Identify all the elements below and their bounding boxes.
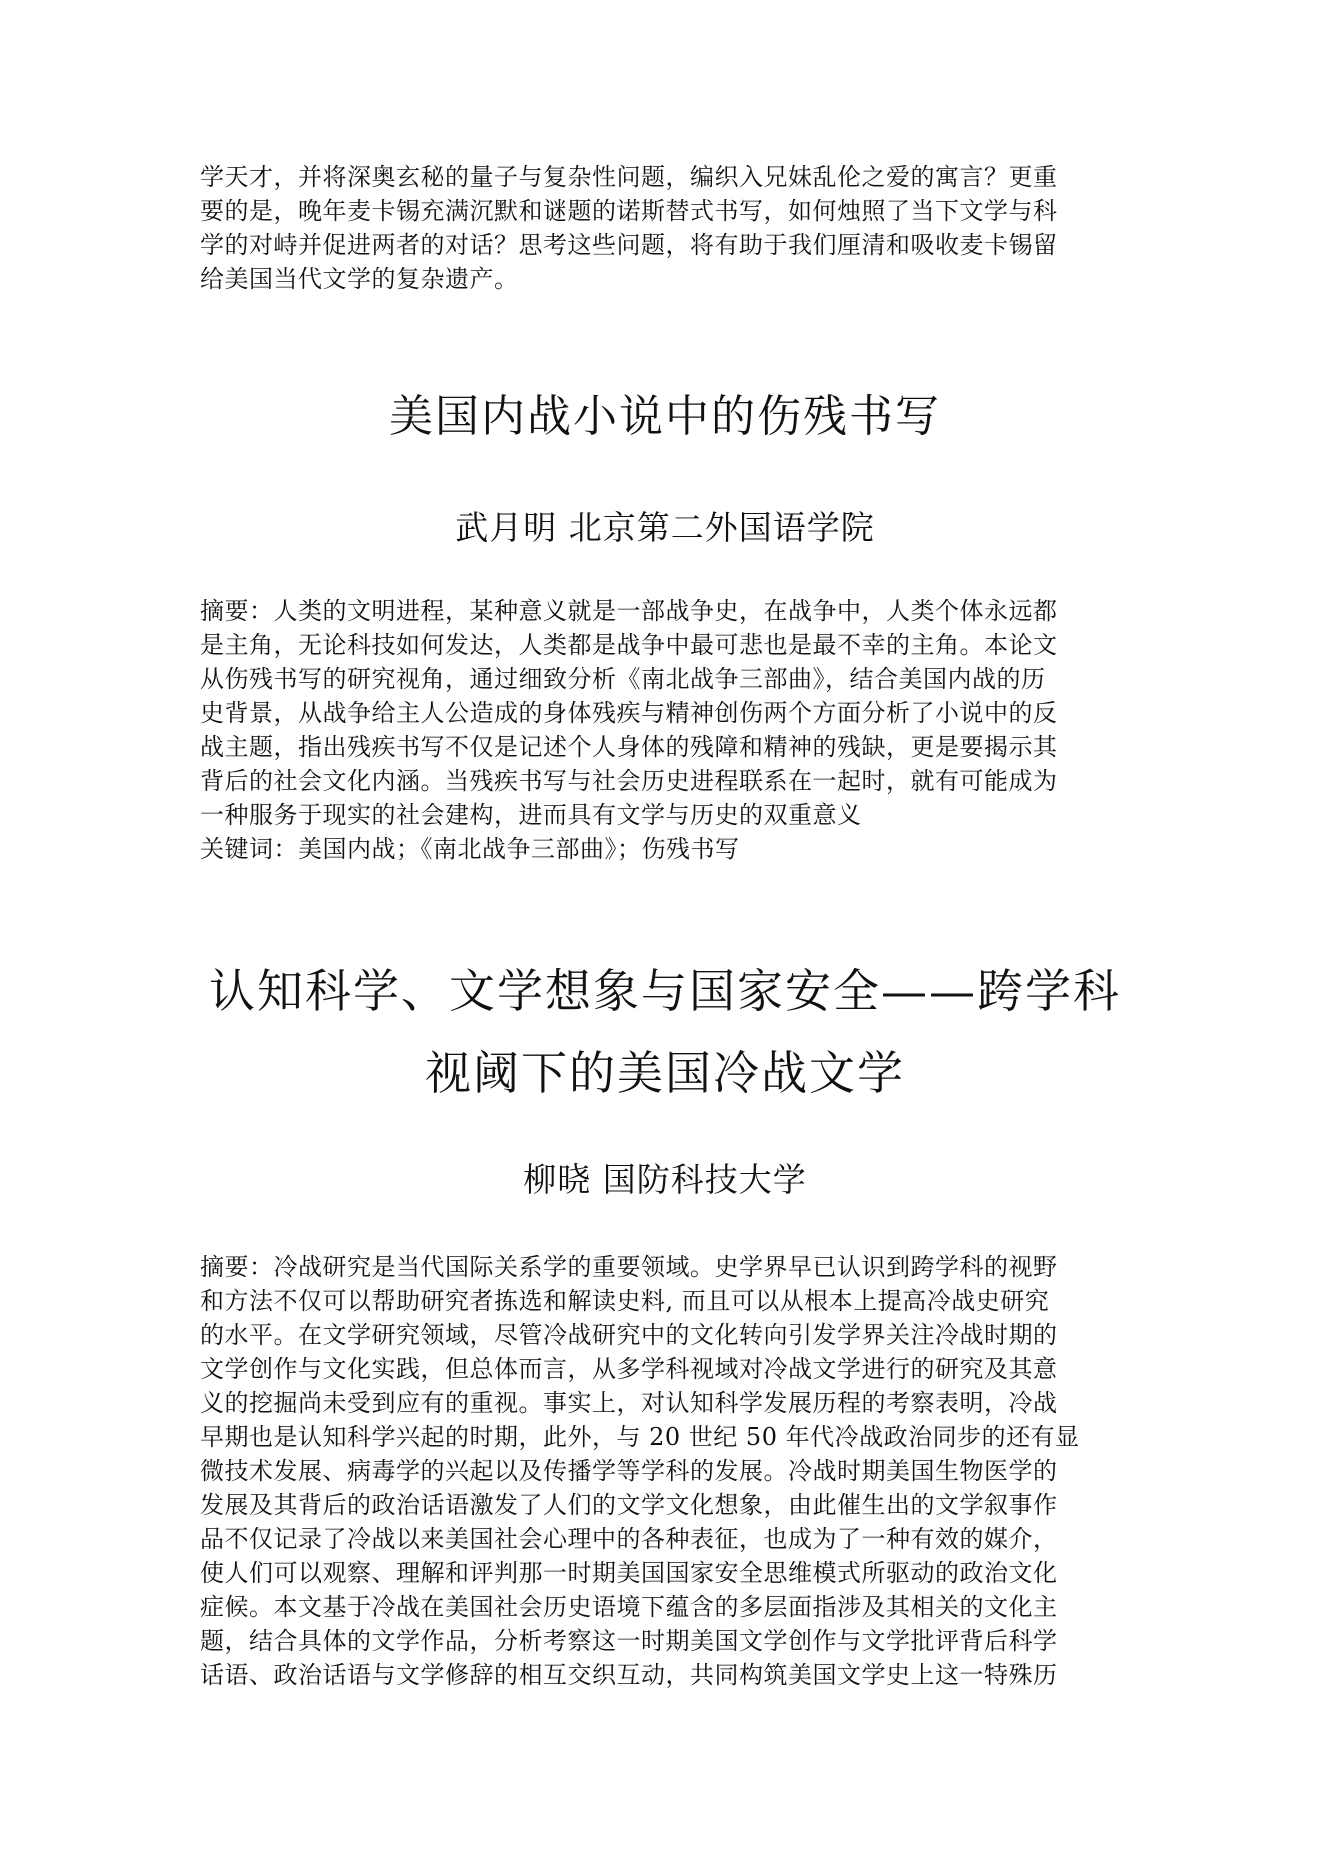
abstract-line: 一种服务于现实的社会建构，进而具有文学与历史的双重意义	[200, 801, 862, 829]
article2-abstract-text	[200, 1250, 1130, 1692]
article1-title: 美国内战小说中的伤残书写	[389, 391, 941, 442]
abstract-line: 史背景，从战争给主人公造成的身体残疾与精神创伤两个方面分析了小说中的反	[200, 699, 1058, 727]
article2-abstract	[200, 1250, 1130, 1692]
keywords-line: 关键词：美国内战；《南北战争三部曲》；伤残书写	[200, 835, 740, 863]
abstract-line: 使人们可以观察、理解和评判那一时期美国国家安全思维模式所驱动的政治文化	[200, 1559, 1058, 1587]
article2-author: 柳晓 国防科技大学	[523, 1160, 807, 1199]
intro-line: 要的是，晚年麦卡锡充满沉默和谜题的诺斯替式书写，如何烛照了当下文学与科	[200, 197, 1058, 225]
intro-line: 学天才，并将深奥玄秘的量子与复杂性问题，编织入兄妹乱伦之爱的寓言？更重	[200, 163, 1058, 191]
abstract-line: 的水平。在文学研究领域，尽管冷战研究中的文化转向引发学界关注冷战时期的	[200, 1321, 1058, 1349]
abstract-line: 摘要：人类的文明进程，某种意义就是一部战争史，在战争中，人类个体永远都	[200, 597, 1058, 625]
abstract-line: 品不仅记录了冷战以来美国社会心理中的各种表征，也成为了一种有效的媒介，	[200, 1525, 1058, 1553]
article2-title-line2: 视阈下的美国冷战文学	[425, 1046, 905, 1100]
intro-paragraph-text	[200, 160, 1130, 296]
abstract-line: 和方法不仅可以帮助研究者拣选和解读史料, 而且可以从根本上提高冷战史研究	[200, 1287, 1050, 1315]
abstract-line: 早期也是认知科学兴起的时期，此外，与 20 世纪 50 年代冷战政治同步的还有显	[200, 1423, 1080, 1451]
article2-title-line1: 认知科学、文学想象与国家安全——跨学科	[209, 964, 1121, 1018]
abstract-line: 义的挖掘尚未受到应有的重视。事实上，对认知科学发展历程的考察表明，冷战	[200, 1389, 1058, 1417]
abstract-line: 摘要：冷战研究是当代国际关系学的重要领域。史学界早已认识到跨学科的视野	[200, 1253, 1058, 1281]
intro-line: 给美国当代文学的复杂遗产。	[200, 265, 519, 293]
abstract-line: 战主题，指出残疾书写不仅是记述个人身体的残障和精神的残缺，更是要揭示其	[200, 733, 1058, 761]
abstract-line: 是主角，无论科技如何发达，人类都是战争中最可悲也是最不幸的主角。本论文	[200, 631, 1058, 659]
intro-line: 学的对峙并促进两者的对话？思考这些问题，将有助于我们厘清和吸收麦卡锡留	[200, 231, 1058, 259]
abstract-line: 题，结合具体的文学作品，分析考察这一时期美国文学创作与文学批评背后科学	[200, 1627, 1058, 1655]
intro-paragraph	[200, 160, 1130, 296]
abstract-line: 背后的社会文化内涵。当残疾书写与社会历史进程联系在一起时，就有可能成为	[200, 767, 1058, 795]
abstract-line: 文学创作与文化实践，但总体而言，从多学科视域对冷战文学进行的研究及其意	[200, 1355, 1058, 1383]
abstract-line: 从伤残书写的研究视角，通过细致分析《南北战争三部曲》，结合美国内战的历	[200, 665, 1046, 693]
article1-abstract-text	[200, 594, 1130, 866]
abstract-line: 症候。本文基于冷战在美国社会历史语境下蕴含的多层面指涉及其相关的文化主	[200, 1593, 1058, 1621]
article1-abstract	[200, 594, 1130, 866]
article1-author: 武月明 北京第二外国语学院	[455, 508, 875, 547]
abstract-line: 话语、政治话语与文学修辞的相互交织互动，共同构筑美国文学史上这一特殊历	[200, 1661, 1058, 1689]
abstract-line: 发展及其背后的政治话语激发了人们的文学文化想象，由此催生出的文学叙事作	[200, 1491, 1058, 1519]
abstract-line: 微技术发展、病毒学的兴起以及传播学等学科的发展。冷战时期美国生物医学的	[200, 1457, 1058, 1485]
